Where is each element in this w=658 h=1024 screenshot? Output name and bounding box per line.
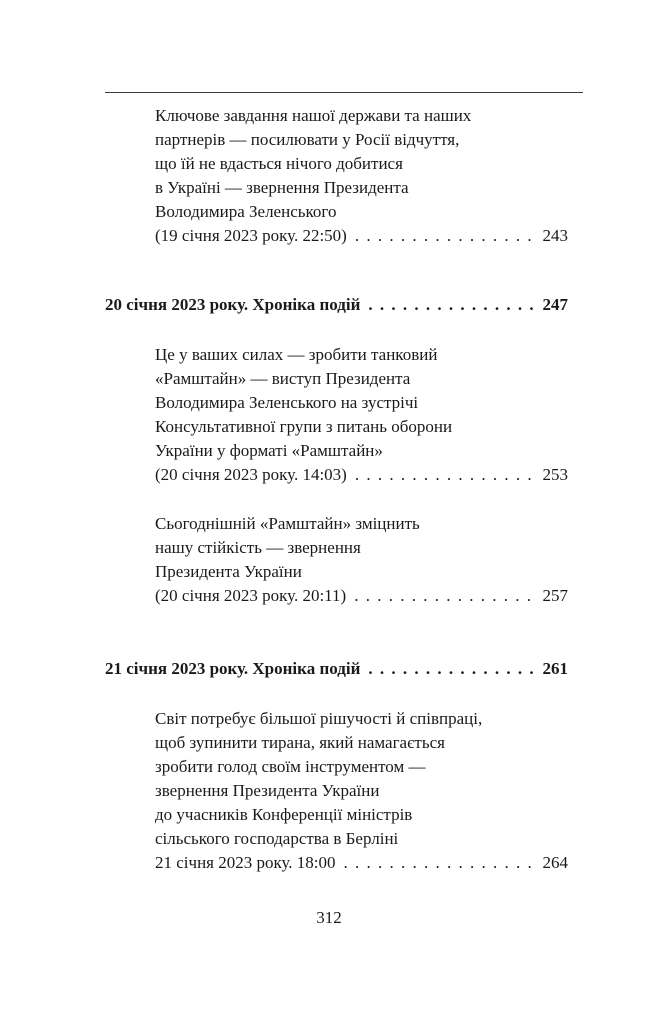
entry-date-line: [155, 224, 568, 248]
entry-date: (19 січня 2023 року. 22:50): [155, 226, 347, 245]
toc-entry: [155, 512, 568, 608]
chapter-line: [105, 657, 568, 681]
entry-title-line: нашу стійкість — звернення: [155, 538, 361, 557]
page-folio: 312: [316, 908, 342, 927]
page-number: 257: [542, 586, 568, 605]
entry-date-line: [155, 463, 568, 487]
page-number: 243: [542, 226, 568, 245]
entry-title-line: «Рамштайн» — виступ Президента: [155, 369, 411, 388]
chapter-heading: [105, 293, 568, 317]
entry-title-line: що їй не вдасться нічого добитися: [155, 154, 403, 173]
dot-leader: [368, 293, 536, 317]
entry-title-line: до учасників Конференції міністрів: [155, 805, 413, 824]
dot-leader: [368, 657, 536, 681]
header-rule: [105, 92, 583, 93]
chapter-title: 21 січня 2023 року. Хроніка подій: [105, 659, 361, 678]
entry-title-line: Консультативної групи з питань оборони: [155, 417, 453, 436]
page-number: 264: [542, 853, 568, 872]
chapter-title: 20 січня 2023 року. Хроніка подій: [105, 295, 361, 314]
entry-title-line: партнерів — посилювати у Росії відчуття,: [155, 130, 460, 149]
entry-title-line: України у форматі «Рамштайн»: [155, 441, 383, 460]
entry-title-line: Президента України: [155, 562, 302, 581]
entry-title-line: в Україні — звернення Президента: [155, 178, 409, 197]
toc-entry: [155, 104, 568, 248]
entry-title-line: Володимира Зеленського на зустрічі: [155, 393, 419, 412]
chapter-line: [105, 293, 568, 317]
chapter-heading: [105, 657, 568, 681]
entry-date-line: [155, 584, 568, 608]
entry-title-line: Сьогоднішній «Рамштайн» зміцнить: [155, 514, 420, 533]
entry-title-line: сільського господарства в Берліні: [155, 829, 399, 848]
entry-title-line: Ключове завдання нашої держави та наших: [155, 106, 472, 125]
entry-date: (20 січня 2023 року. 20:11): [155, 586, 347, 605]
page-number: 247: [542, 295, 568, 314]
entry-title-line: щоб зупинити тирана, який намагається: [155, 733, 445, 752]
entry-title-line: Це у ваших силах — зробити танковий: [155, 345, 438, 364]
dot-leader: [355, 463, 536, 487]
entry-title-line: Світ потребує більшої рішучості й співпраці,: [155, 709, 483, 728]
entry-date: (20 січня 2023 року. 14:03): [155, 465, 347, 484]
dot-leader: [355, 224, 536, 248]
entry-title-line: Володимира Зеленського: [155, 202, 337, 221]
toc-entry: [155, 707, 568, 875]
page-number: 261: [542, 659, 568, 678]
entry-date: 21 січня 2023 року. 18:00: [155, 853, 336, 872]
dot-leader: [354, 584, 536, 608]
entry-title-line: зробити голод своїм інструментом —: [155, 757, 426, 776]
dot-leader: [344, 851, 536, 875]
toc-entry: [155, 343, 568, 487]
page-number: 253: [542, 465, 568, 484]
entry-title-line: звернення Президента України: [155, 781, 380, 800]
entry-date-line: [155, 851, 568, 875]
